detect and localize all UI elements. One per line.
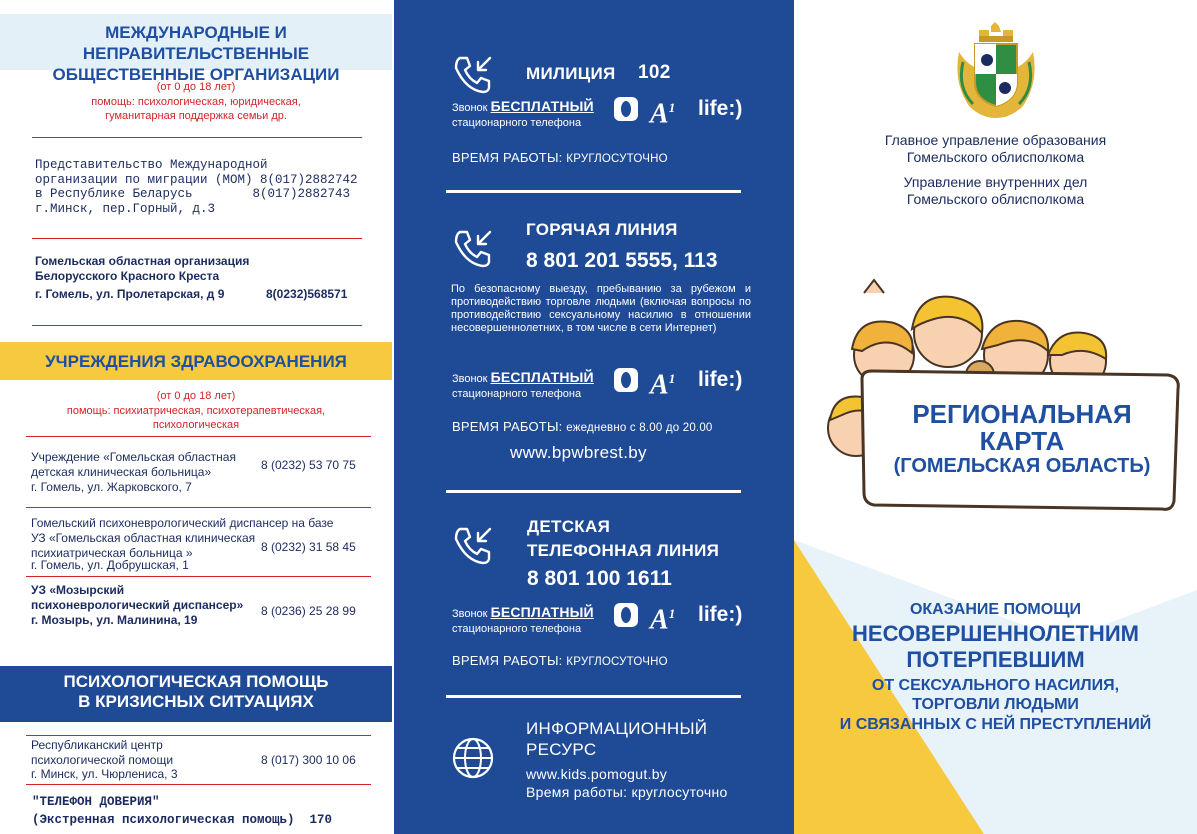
globe-icon — [450, 735, 496, 781]
help-line-2: НЕСОВЕРШЕННОЛЕТНИМ — [852, 621, 1139, 646]
iom-entry: Представительство Международной организации по миграции (МОМ) 8(017)2882742 в Республике Беларусь 8(017)2882743 г.Минск, пер.Горный, д.3 — [35, 158, 358, 216]
info-title-1: ИНФОРМАЦИОННЫЙ — [526, 719, 708, 738]
health-age-note: (от 0 до 18 лет) — [156, 390, 236, 402]
help-line-1: ОКАЗАНИЕ ПОМОЩИ — [909, 601, 1082, 618]
help-line-5: ТОРГОВЛИ ЛЮДЬМИ — [912, 696, 1079, 713]
kids-number[interactable]: 8 801 100 1611 — [527, 567, 672, 590]
kids-title-2: ТЕЛЕФОННАЯ ЛИНИЯ — [527, 541, 720, 560]
life-logo-icon: life:) — [698, 368, 743, 391]
help-line-3: ПОТЕРПЕВШИМ — [906, 647, 1085, 672]
help-line-6: И СВЯЗАННЫХ С НЕЙ ПРЕСТУПЛЕНИЙ — [839, 716, 1152, 733]
divider — [32, 238, 362, 239]
a1-logo-icon: $A^1$ — [650, 369, 676, 401]
divider — [446, 190, 741, 193]
kids-title-1: ДЕТСКАЯ — [527, 517, 611, 536]
health-heading — [0, 342, 392, 380]
intl-orgs-title: МЕЖДУНАРОДНЫЕ И НЕПРАВИТЕЛЬСТВЕННЫЕ ОБЩЕСТВЕННЫЕ ОРГАНИЗАЦИИ — [52, 23, 340, 84]
info-hours: Время работы: круглосуточно — [526, 784, 728, 800]
velcom-logo-icon — [614, 368, 638, 392]
edu-line-2: Гомельского облисполкома — [906, 149, 1085, 165]
info-title-2: РЕСУРС — [526, 740, 597, 759]
divider — [26, 436, 371, 437]
phone-incoming-icon — [450, 523, 496, 569]
card-title-2: КАРТА — [979, 426, 1065, 456]
left-panel — [0, 0, 392, 834]
a1-logo-icon: $A^1$ — [650, 98, 676, 130]
kids-hours: ВРЕМЯ РАБОТЫ: КРУГЛОСУТОЧНО — [452, 653, 668, 668]
coat-of-arms-icon — [951, 22, 1041, 120]
info-site-link[interactable]: www.kids.pomogut.by — [526, 766, 668, 782]
velcom-logo-icon — [614, 603, 638, 627]
right-panel — [794, 0, 1197, 834]
redcross-address: г. Гомель, ул. Пролетарская, д 9 — [35, 287, 225, 301]
divider — [32, 137, 362, 138]
health-item-address: г. Гомель, ул. Добрушская, 1 — [31, 558, 189, 572]
police-line-2: Гомельского облисполкома — [906, 191, 1085, 207]
health-item-name: Учреждение «Гомельская областная детская клиническая больница» — [31, 450, 236, 479]
hotline-number[interactable]: 8 801 201 5555, 113 — [526, 249, 718, 272]
redcross-phone[interactable]: 8(0232)568571 — [266, 287, 348, 301]
free-word: БЕСПЛАТНЫЙ — [490, 98, 594, 114]
crisis-title: ПСИХОЛОГИЧЕСКАЯ ПОМОЩЬ В КРИЗИСНЫХ СИТУАЦИЯХ — [63, 672, 329, 711]
children-illustration — [822, 275, 1192, 515]
health-item-address: г. Гомель, ул. Жарковского, 7 — [31, 480, 192, 494]
crisis-center-address: г. Минск, ул. Чюрлениса, 3 — [31, 767, 178, 781]
phone-incoming-icon — [450, 52, 496, 98]
free-call-text: Звонок БЕСПЛАТНЫЙ стационарного телефона — [452, 369, 594, 400]
divider — [32, 325, 362, 326]
hotline-title: ГОРЯЧАЯ ЛИНИЯ — [526, 220, 678, 239]
card-title-3: (ГОМЕЛЬСКАЯ ОБЛАСТЬ) — [893, 455, 1151, 477]
divider — [26, 784, 371, 785]
police-hours: ВРЕМЯ РАБОТЫ: КРУГЛОСУТОЧНО — [452, 150, 668, 165]
life-logo-icon: life:) — [698, 97, 743, 120]
card-title-1: РЕГИОНАЛЬНАЯ — [912, 399, 1132, 429]
divider — [446, 695, 741, 698]
hotline-hours: ВРЕМЯ РАБОТЫ: ежедневно с 8.00 до 20.00 — [452, 419, 713, 434]
divider — [446, 490, 741, 493]
free-call-row — [452, 97, 772, 131]
free-call-text — [452, 99, 594, 131]
hotline-site-link[interactable]: www.bpwbrest.by — [510, 443, 647, 462]
divider — [26, 507, 371, 508]
police-line-1: Управление внутренних дел — [903, 174, 1088, 190]
free-prefix: Звонок — [452, 102, 488, 114]
life-logo-icon: life:) — [698, 603, 743, 626]
intl-age-note: (от 0 до 18 лет) — [156, 81, 236, 93]
hotline-description: По безопасному выезду, пребыванию за рубежом и противодействию торговле людьми (включая вопросы по противодействию сексуальному насилию в отношении несовершеннолетних, в том числе в сети Интернет) — [451, 283, 751, 334]
divider — [26, 735, 371, 736]
health-item-name: УЗ «Мозырский психоневрологический диспансер» — [31, 583, 244, 612]
divider — [26, 576, 371, 577]
help-line-4: ОТ СЕКСУАЛЬНОГО НАСИЛИЯ, — [871, 677, 1120, 694]
free-call-row — [452, 368, 772, 402]
free-call-text: Звонок БЕСПЛАТНЫЙ стационарного телефона — [452, 604, 594, 635]
health-item-phone[interactable]: 8 (0232) 53 70 75 — [261, 458, 356, 472]
a1-logo-icon: $A^1$ — [650, 604, 676, 636]
health-help-note: помощь: психиатрическая, психотерапевтическая, психологическая — [66, 405, 326, 431]
health-title: УЧРЕЖДЕНИЯ ЗДРАВООХРАНЕНИЯ — [45, 352, 347, 371]
phone-incoming-icon — [450, 226, 496, 272]
free-call-row — [452, 603, 772, 637]
police-title: МИЛИЦИЯ — [526, 64, 616, 83]
middle-panel — [394, 0, 794, 834]
edu-line-1: Главное управление образования — [884, 132, 1107, 148]
intl-orgs-heading — [0, 14, 392, 84]
crisis-center-name: Республиканский центр психологической помощи — [31, 738, 174, 767]
redcross-name: Гомельская областная организация Белорусского Красного Креста — [35, 254, 250, 283]
health-item-address: г. Мозырь, ул. Малинина, 19 — [31, 613, 198, 627]
trust-phone: "ТЕЛЕФОН ДОВЕРИЯ" (Экстренная психологическая помощь) 170 — [32, 795, 333, 827]
health-item-name: Гомельский психоневрологический диспансер на базе УЗ «Гомельская областная клиническая психиатрическая больница » — [31, 516, 334, 560]
velcom-logo-icon — [614, 97, 638, 121]
health-item-phone[interactable]: 8 (0232) 31 58 45 — [261, 540, 356, 554]
intl-help-note: помощь: психологическая, юридическая, гуманитарная поддержка семьи др. — [91, 96, 301, 122]
health-item-phone[interactable]: 8 (0236) 25 28 99 — [261, 604, 356, 618]
police-number[interactable]: 102 — [638, 62, 671, 83]
free-suffix: стационарного телефона — [452, 117, 582, 129]
crisis-center-phone[interactable]: 8 (017) 300 10 06 — [261, 753, 356, 767]
crisis-heading — [0, 666, 392, 722]
